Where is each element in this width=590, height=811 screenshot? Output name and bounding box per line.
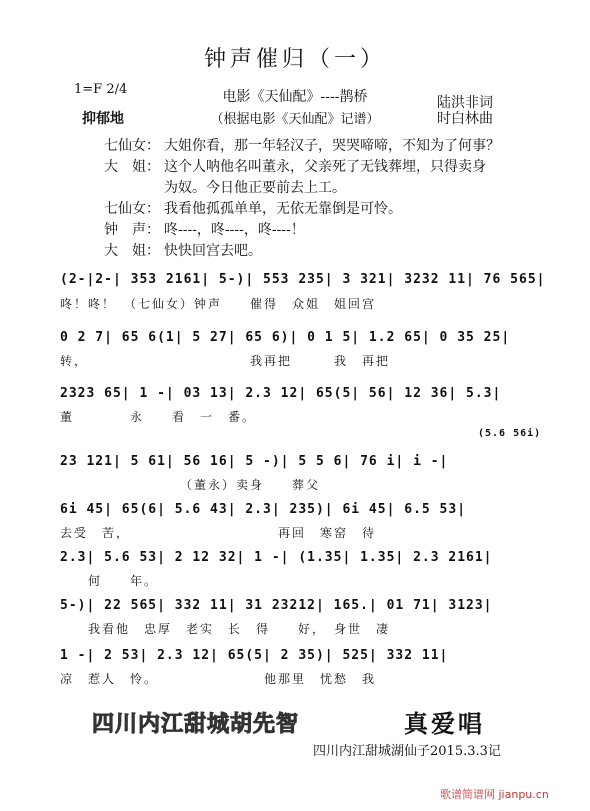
dialogue-text: 这个人呐他名叫董永，父亲死了无钱葬埋，只得卖身 <box>164 159 486 175</box>
score-notes: 0 2 7| 65 6(1| 5 27| 65 6)| 0 1 5| 1.2 65| 0 35 25| <box>60 330 511 345</box>
dialogue-line <box>104 241 262 262</box>
score-notes: 23 121| 5 61| 56 16| 5 -)| 5 5 6| 76 i| i -| <box>60 454 449 469</box>
score-notes: (2-|2-| 353 2161| 5-)| 553 235| 3 321| 3232 11| 76 565| <box>60 272 546 287</box>
score-lyrics: 去受 苦， 再回 寒窑 待 <box>60 526 377 540</box>
dialogue-line <box>104 178 346 199</box>
dialogue-text: 快快回宫去吧。 <box>164 243 262 259</box>
page-title: 钟声催归（一） <box>203 47 386 72</box>
score-lyrics: 董 永 看 一 番。 <box>60 410 257 424</box>
dialogue-text: 大姐你看，那一年轻汉子，哭哭啼啼，不知为了何事？ <box>164 138 500 154</box>
subtitle-source: （根据电影《天仙配》记谱） <box>210 112 380 127</box>
dialogue-text: 为奴。今日他正要前去上工。 <box>164 180 346 196</box>
score-lyrics: 凉 惹人 怜。 他那里 忧愁 我 <box>60 672 377 686</box>
score-notes: 5-)| 22 565| 332 11| 31 23212| 165.| 01 71| 3123| <box>60 598 493 613</box>
speaker: 七仙女： <box>104 201 160 217</box>
dialogue-line <box>104 136 500 157</box>
score-lyrics: 我看他 忠厚 老实 长 得 好， 身世 凄 <box>60 622 391 636</box>
dialogue-line <box>104 199 402 220</box>
score-notes: 1 -| 2 53| 2.3 12| 65(5| 2 35)| 525| 332 11| <box>60 648 449 663</box>
score-notes: 2323 65| 1 -| 03 13| 2.3 12| 65(5| 56| 12 36| 5.3| <box>60 386 502 401</box>
composer-credit: 时白林曲 <box>437 111 493 127</box>
key-signature: 1=F 2/4 <box>74 82 128 97</box>
lyricist-credit: 陆洪非词 <box>437 95 493 111</box>
speaker: 钟 声： <box>104 222 160 238</box>
score-lyrics: 转， 我再把 我 再把 <box>60 354 391 368</box>
score-notes: 6i 45| 65(6| 5.6 43| 2.3| 235)| 6i 45| 6.5 53| <box>60 502 467 517</box>
subtitle-film: 电影《天仙配》----鹊桥 <box>222 89 368 105</box>
speaker: 大 姐： <box>104 159 160 175</box>
tempo-mood: 抑郁地 <box>82 111 124 127</box>
dialogue-text: 咚----，咚----，咚----！ <box>164 222 305 238</box>
transcription-note: 四川内江甜城湖仙子2015.3.3记 <box>313 744 501 759</box>
speaker: 大 姐： <box>104 243 160 259</box>
score-lyrics: 何 年。 <box>60 574 159 588</box>
speaker: 七仙女： <box>104 138 160 154</box>
score-lyrics: 咚！咚！ （七仙女）钟声 催得 众姐 姐回宫 <box>60 297 377 311</box>
singer-credit: 真爱唱 <box>404 709 485 738</box>
score-notes: 2.3| 5.6 53| 2 12 32| 1 -| (1.35| 1.35| 2.3 2161| <box>60 550 493 565</box>
score-notes-annotation: (5.6 56i) <box>478 428 542 439</box>
site-watermark: 歌谱简谱网 jianpu.cn <box>440 788 549 801</box>
dialogue-line <box>104 220 305 241</box>
dialogue-line <box>104 157 486 178</box>
dialogue-text: 我看他孤孤单单，无依无靠倒是可怜。 <box>164 201 402 217</box>
arranger-signature: 四川内江甜城胡先智 <box>92 711 300 737</box>
score-lyrics: （董永）卖身 葬父 <box>60 478 321 492</box>
